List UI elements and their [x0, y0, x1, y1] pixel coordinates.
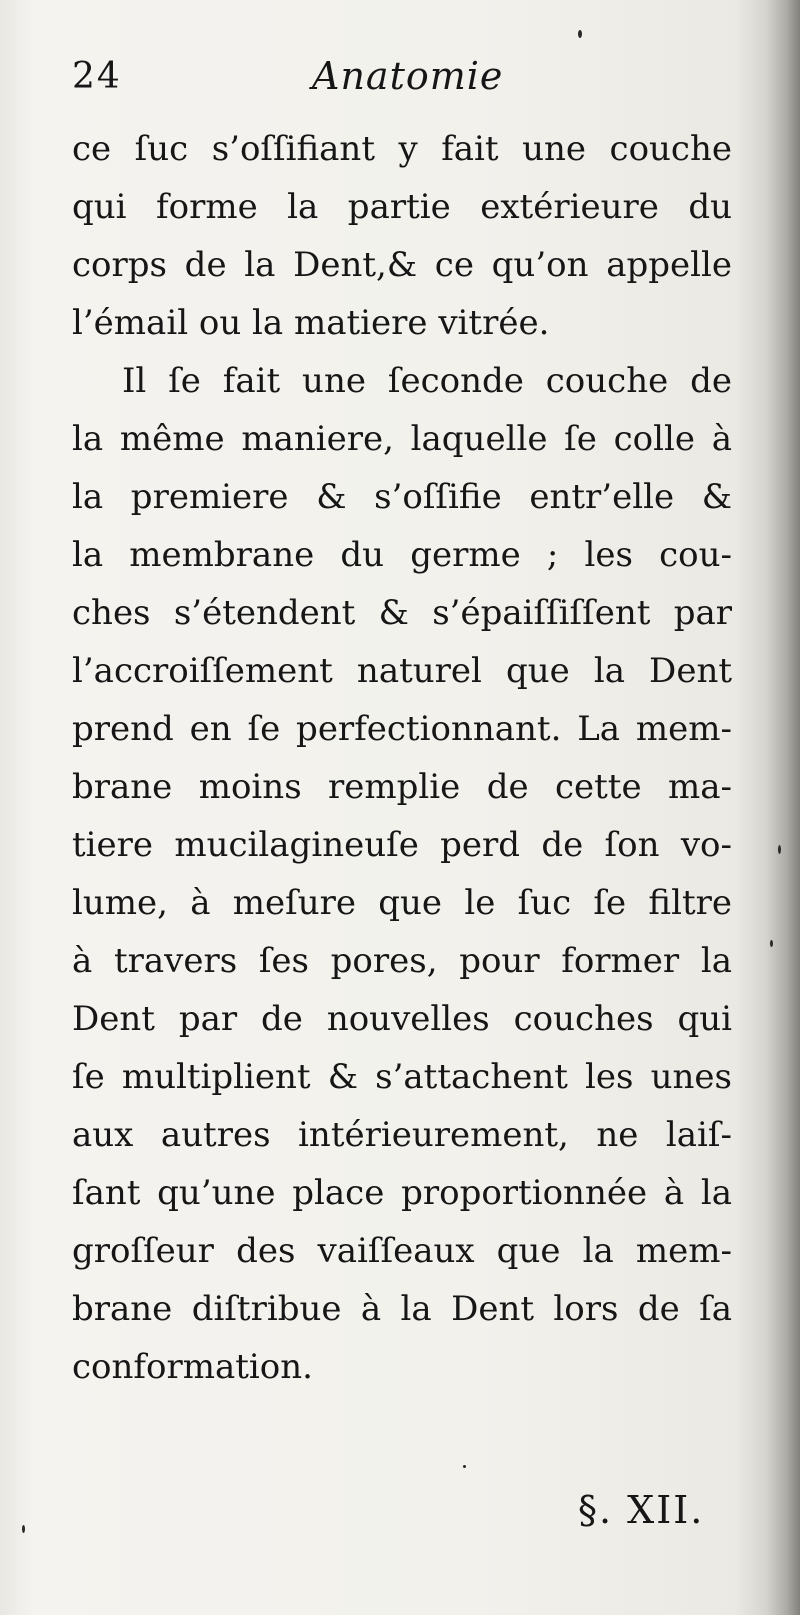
ink-speck — [463, 1465, 466, 1468]
paragraph — [72, 120, 732, 352]
ink-speck — [578, 30, 582, 38]
text-line: conformation. — [72, 1347, 313, 1387]
catchword: §. XII. — [578, 1488, 705, 1532]
text-line: lume, à meſure que le ſuc ſe filtre — [72, 883, 732, 923]
text-line: ce ſuc s’oſſifiant y fait une couche — [72, 129, 732, 169]
ink-speck — [778, 845, 781, 854]
text-line: groſſeur des vaiſſeaux que la mem- — [72, 1231, 732, 1271]
text-line: brane diſtribue à la Dent lors de ſa — [72, 1289, 732, 1329]
text-line: à travers ſes pores, pour former la — [72, 941, 732, 981]
text-line: la même maniere, laquelle ſe colle à — [72, 419, 732, 459]
text-line: ſant qu’une place proportionnée à la — [72, 1173, 732, 1213]
text-line: prend en ſe perfectionnant. La mem- — [72, 709, 732, 749]
text-line: Dent par de nouvelles couches qui — [72, 999, 732, 1039]
ink-speck — [22, 1525, 25, 1533]
page-edge-shadow — [766, 0, 800, 1615]
paragraph — [72, 352, 732, 1396]
body-text — [72, 120, 732, 1396]
text-line: l’émail ou la matiere vitrée. — [72, 303, 550, 343]
text-line: brane moins remplie de cette ma- — [72, 767, 732, 807]
running-title: Anatomie — [312, 54, 504, 98]
text-line: corps de la Dent,& ce qu’on appelle — [72, 245, 732, 285]
text-line: aux autres intérieurement, ne laiſ- — [72, 1115, 732, 1155]
text-line: la premiere & s’oſſifie entr’elle & — [72, 477, 732, 517]
text-line: la membrane du germe ; les cou- — [72, 535, 732, 575]
ink-speck — [770, 940, 773, 947]
text-line: tiere mucilagineuſe perd de ſon vo- — [72, 825, 732, 865]
text-line: ſe multiplient & s’attachent les unes — [72, 1057, 732, 1097]
text-line: qui forme la partie extérieure du — [72, 187, 732, 227]
page-number: 24 — [72, 56, 122, 97]
text-line: ches s’étendent & s’épaiſſiſſent par — [72, 593, 732, 633]
text-line: Il ſe fait une ſeconde couche de — [122, 361, 732, 401]
page-header — [72, 48, 732, 108]
text-line: l’accroiſſement naturel que la Dent — [72, 651, 732, 691]
